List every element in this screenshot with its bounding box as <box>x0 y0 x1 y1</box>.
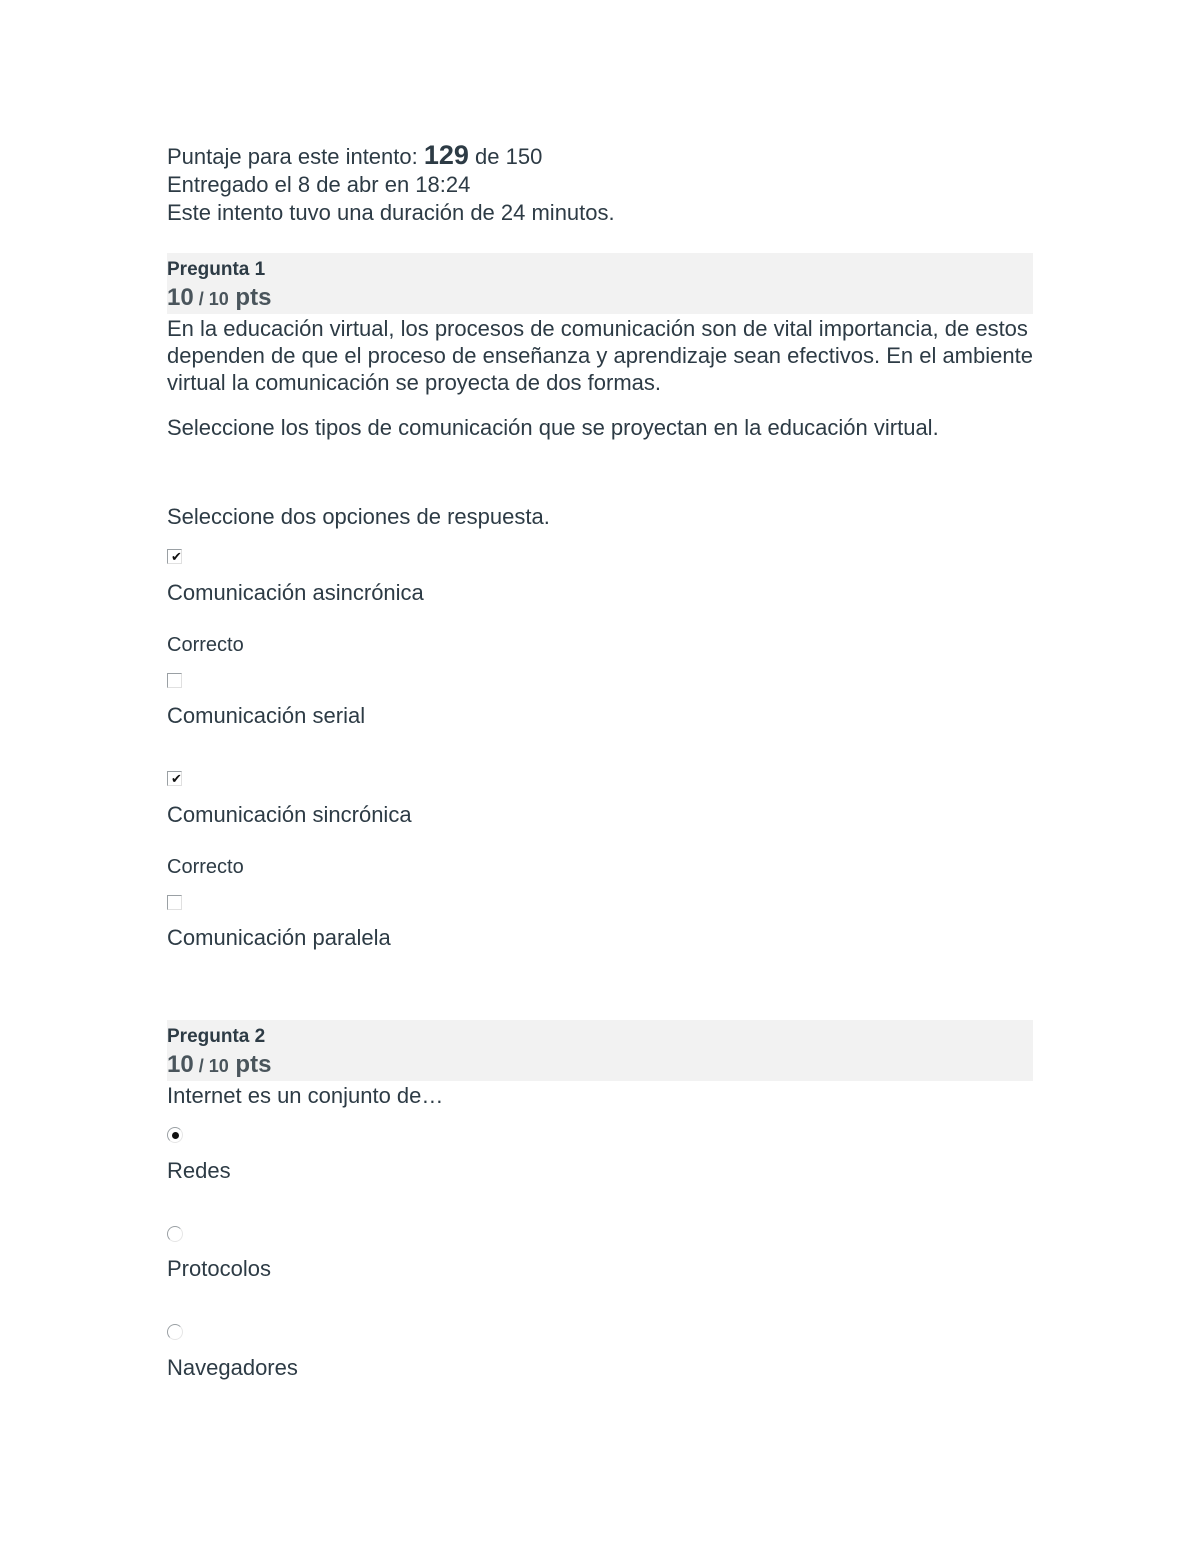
answer-label: Comunicación asincrónica <box>167 580 424 605</box>
question-1-prompt: Seleccione los tipos de comunicación que se proyectan en la educación virtual. <box>167 415 939 440</box>
points-unit: pts <box>228 1051 272 1078</box>
answer-feedback-correct: Correcto <box>167 634 244 656</box>
question-1-body: En la educación virtual, los procesos de comunicación son de vital importancia, de estos dependen de que el proceso de enseñanza y aprendizaje sean efectivos. En el ambiente virtual la comunicación se proyecta de dos formas. <box>167 316 1033 395</box>
attempt-summary <box>167 141 615 227</box>
answer-label: Comunicación serial <box>167 703 366 728</box>
submitted-date: Entregado el 8 de abr en 18:24 <box>167 172 471 197</box>
answer-checkbox[interactable] <box>167 771 182 786</box>
answer-checkbox[interactable] <box>167 895 182 910</box>
points-unit: pts <box>228 284 272 311</box>
checkmark-icon: ✔ <box>171 549 182 564</box>
answer-feedback-correct: Correcto <box>167 856 244 878</box>
radio-selected-dot <box>172 1132 179 1139</box>
answer-radio[interactable] <box>167 1127 183 1143</box>
question-2-body: Internet es un conjunto de… <box>167 1083 444 1108</box>
points-separator: / <box>193 1056 209 1076</box>
score-total: de 150 <box>468 144 543 169</box>
answer-label: Protocolos <box>167 1256 271 1281</box>
answer-checkbox[interactable] <box>167 673 182 688</box>
answer-label: Redes <box>167 1158 231 1183</box>
points-separator: / <box>193 289 209 309</box>
points-possible: 10 <box>208 289 229 309</box>
question-2-header <box>167 1020 1033 1081</box>
answer-label: Comunicación sincrónica <box>167 802 412 827</box>
score-line <box>167 141 615 171</box>
answer-label: Comunicación paralela <box>167 925 391 950</box>
question-title: Pregunta 2 <box>167 1026 266 1047</box>
answer-radio[interactable] <box>167 1324 183 1340</box>
answer-label: Navegadores <box>167 1355 298 1380</box>
score-value: 129 <box>423 140 469 170</box>
points-scored: 10 <box>167 284 194 311</box>
score-label: Puntaje para este intento: <box>167 144 424 169</box>
answer-checkbox[interactable] <box>167 549 182 564</box>
points-possible: 10 <box>208 1056 229 1076</box>
question-points <box>167 1051 271 1079</box>
question-points <box>167 284 271 312</box>
question-title: Pregunta 1 <box>167 259 266 280</box>
checkmark-icon: ✔ <box>171 771 182 786</box>
points-scored: 10 <box>167 1051 194 1078</box>
question-1-header <box>167 253 1033 314</box>
answer-radio[interactable] <box>167 1226 183 1242</box>
attempt-duration: Este intento tuvo una duración de 24 minutos. <box>167 200 615 225</box>
question-1-instruction: Seleccione dos opciones de respuesta. <box>167 504 550 529</box>
